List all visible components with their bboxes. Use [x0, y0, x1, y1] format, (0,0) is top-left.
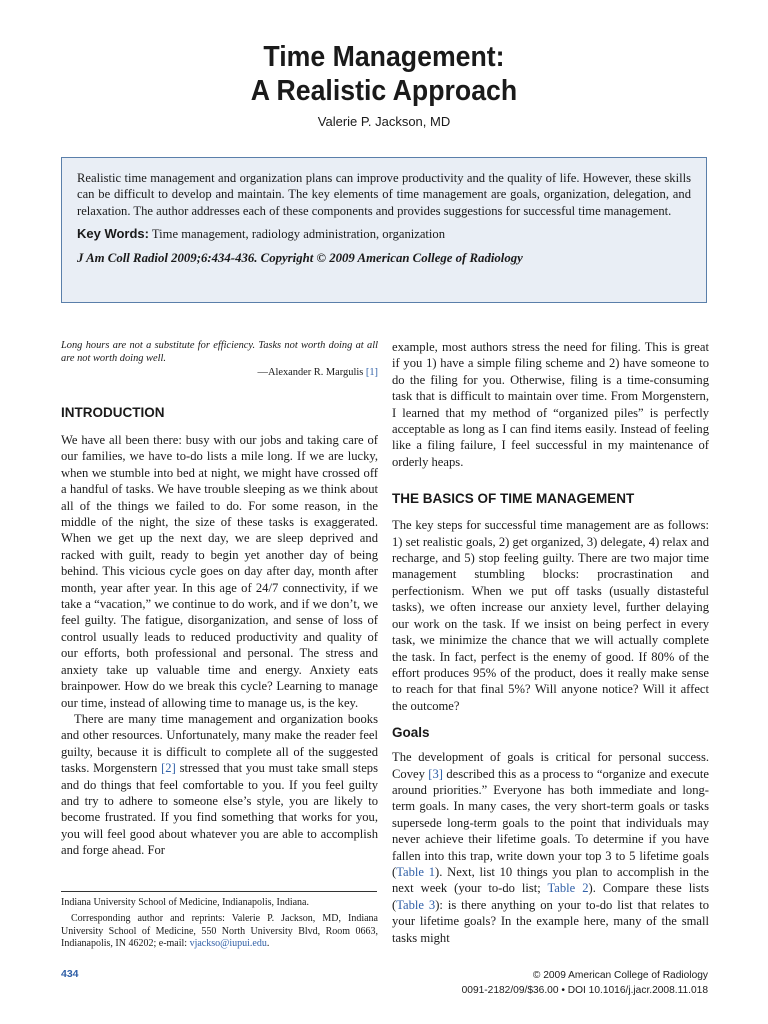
left-column	[61, 339, 378, 859]
title-line-1: Time Management:	[263, 41, 505, 73]
goals-text-a: The development of goals is critical for personal success. Covey	[392, 750, 709, 781]
affiliation-footnote: Indiana University School of Medicine, Indianapolis, Indiana.	[61, 897, 309, 908]
copyright-line: © 2009 American College of Radiology	[532, 970, 708, 981]
intro-p2-text-a: There are many time management and organization books and other resources. Unfortunately, many make the reader feel guilty, because it is difficult to complete all of the suggested tasks. Morgenstern	[61, 711, 378, 776]
goals-paragraph	[392, 749, 709, 946]
footnotes	[61, 897, 378, 951]
table-2-link[interactable]: Table 2	[547, 881, 589, 896]
intro-paragraph-1: We have all been there: busy with our jobs and taking care of our families, we have to-do lists a mile long. If we are lucky, when we stumble into bed at night, we might have crossed off a handful of tasks. We have trouble sleeping as we think about all of the things we failed to do. For some reason, in the middle of the night, the size of these tasks is exaggerated. When we get up the next day, we are sleep deprived and racked with guilt, ready to begin yet another day of being behind. This vicious cycle goes on day after day, month after month, year after year. In this age of 24/7 connectivity, if we take a “vacation,” we continue to do work, and if we don’t, we feel guilty. The fatigue, disorganization, and sense of loss of control usually leads to reduced productivity and quality of our efforts, both professional and personal. The stress and anxiety take up valuable time and energy. Anxiety eats brainpower. How do we break this cycle? Learning to manage our time, instead of allowing time to manage us, is the key.	[61, 433, 378, 710]
introduction-heading: INTRODUCTION	[61, 405, 165, 420]
correspondence-text: Corresponding author and reprints: Valerie P. Jackson, MD, Indiana University School of Medicine, 550 North University Blvd, Room 0663, Indianapolis, IN 46202; e-mail:	[61, 912, 378, 950]
abstract-box	[61, 157, 707, 303]
goals-text-e: ): is there anything on your to-do list that relates to your lifetime goals? In the example here, many of the small tasks might	[392, 897, 709, 945]
copyright-block	[462, 968, 708, 998]
basics-heading: THE BASICS OF TIME MANAGEMENT	[392, 491, 635, 507]
goals-text-c: ). Next, list 10 things you plan to accomplish in the next week (your to-do list;	[392, 864, 709, 896]
doi-line: 0091-2182/09/$36.00 • DOI 10.1016/j.jacr.2008.11.018	[461, 985, 708, 996]
title-line-2: A Realistic Approach	[250, 75, 518, 107]
key-words-label: Key Words:	[77, 226, 149, 242]
intro-paragraph-2	[61, 711, 378, 859]
epigraph-author: —Alexander R. Margulis	[257, 367, 364, 378]
reference-link-2[interactable]: [2]	[161, 761, 176, 776]
goals-text-b: described this as a process to “organize and execute around priorities.” Everyone has both immediate and long-term goals. In many cases, the very short-term goals or tasks supersede long-term goals to the point that individuals may never achieve their lifetime goals. To determine if you have fallen into this trap, write down your top 3 to 5 lifetime goals (	[392, 766, 709, 879]
journal-citation: J Am Coll Radiol 2009;6:434-436. Copyright © 2009 American College of Radiology	[77, 251, 523, 266]
basics-paragraph: The key steps for successful time management are as follows: 1) set realistic goals, 2) get organized, 3) delegate, 4) relax and recharge, and 5) stop feeling guilty. There are two major time management stumbling blocks: procrastination and perfectionism. When we put off tasks (usually distasteful tasks), we often increase our anxiety level, further delaying our work on the task. If we insist on being perfect in every task, we minimize the chance that we will actually complete the task. In fact, perfect is the enemy of good. If 80% of the effort produces 95% of the product, does it really make sense to reach for that final 5%? Will anyone notice? Will it affect the outcome?	[392, 518, 709, 713]
intro-p2-text-b: stressed that you must take small steps and do things that feel comfortable to you. If you feel guilty and try to adhere to someone else’s style, you are likely to become frustrated. If you find something that works for you, you will feel good about whatever you are able to accomplish and forge ahead. For	[61, 761, 378, 858]
key-words-list: Time management, radiology administration, organization	[151, 227, 446, 242]
epigraph-quote: Long hours are not a substitute for efficiency. Tasks not worth doing at all are not worth doing well.	[61, 340, 378, 364]
table-3-link[interactable]: Table 3	[396, 897, 436, 912]
key-words	[77, 226, 691, 242]
correspondence-footnote	[61, 913, 378, 951]
right-column	[392, 339, 709, 946]
page-number: 434	[61, 968, 79, 980]
email-link[interactable]: vjackso@iupui.edu	[189, 938, 267, 950]
continued-paragraph: example, most authors stress the need for filing. This is great if you 1) have a simple filing scheme and 2) have someone to do the filing for you. Otherwise, filing is a time-consuming task that is difficult to maintain over time. From Morgenstern, I learned that my method of “organized piles” is perfectly acceptable as long as I can find items easily. Instead of feeling like a filing failure, I feel successful in my maintenance of orderly heaps.	[392, 340, 709, 469]
correspondence-end: .	[266, 938, 270, 950]
abstract-text: Realistic time management and organization plans can improve productivity and the quality of life. However, these skills can be difficult to develop and maintain. The key elements of time management are goals, organization, delegation, and relaxation. The author addresses each of these components and provides suggestions for successful time management.	[77, 171, 691, 218]
table-1-link[interactable]: Table 1	[396, 864, 436, 879]
author-name: Valerie P. Jackson, MD	[317, 114, 451, 129]
goals-heading: Goals	[392, 725, 430, 741]
goals-text-d: ). Compare these lists (	[392, 881, 709, 912]
reference-link-3[interactable]: [3]	[428, 766, 443, 781]
footnote-divider	[61, 891, 377, 892]
epigraph-attribution	[61, 366, 378, 380]
reference-link-1[interactable]: [1]	[365, 367, 378, 378]
